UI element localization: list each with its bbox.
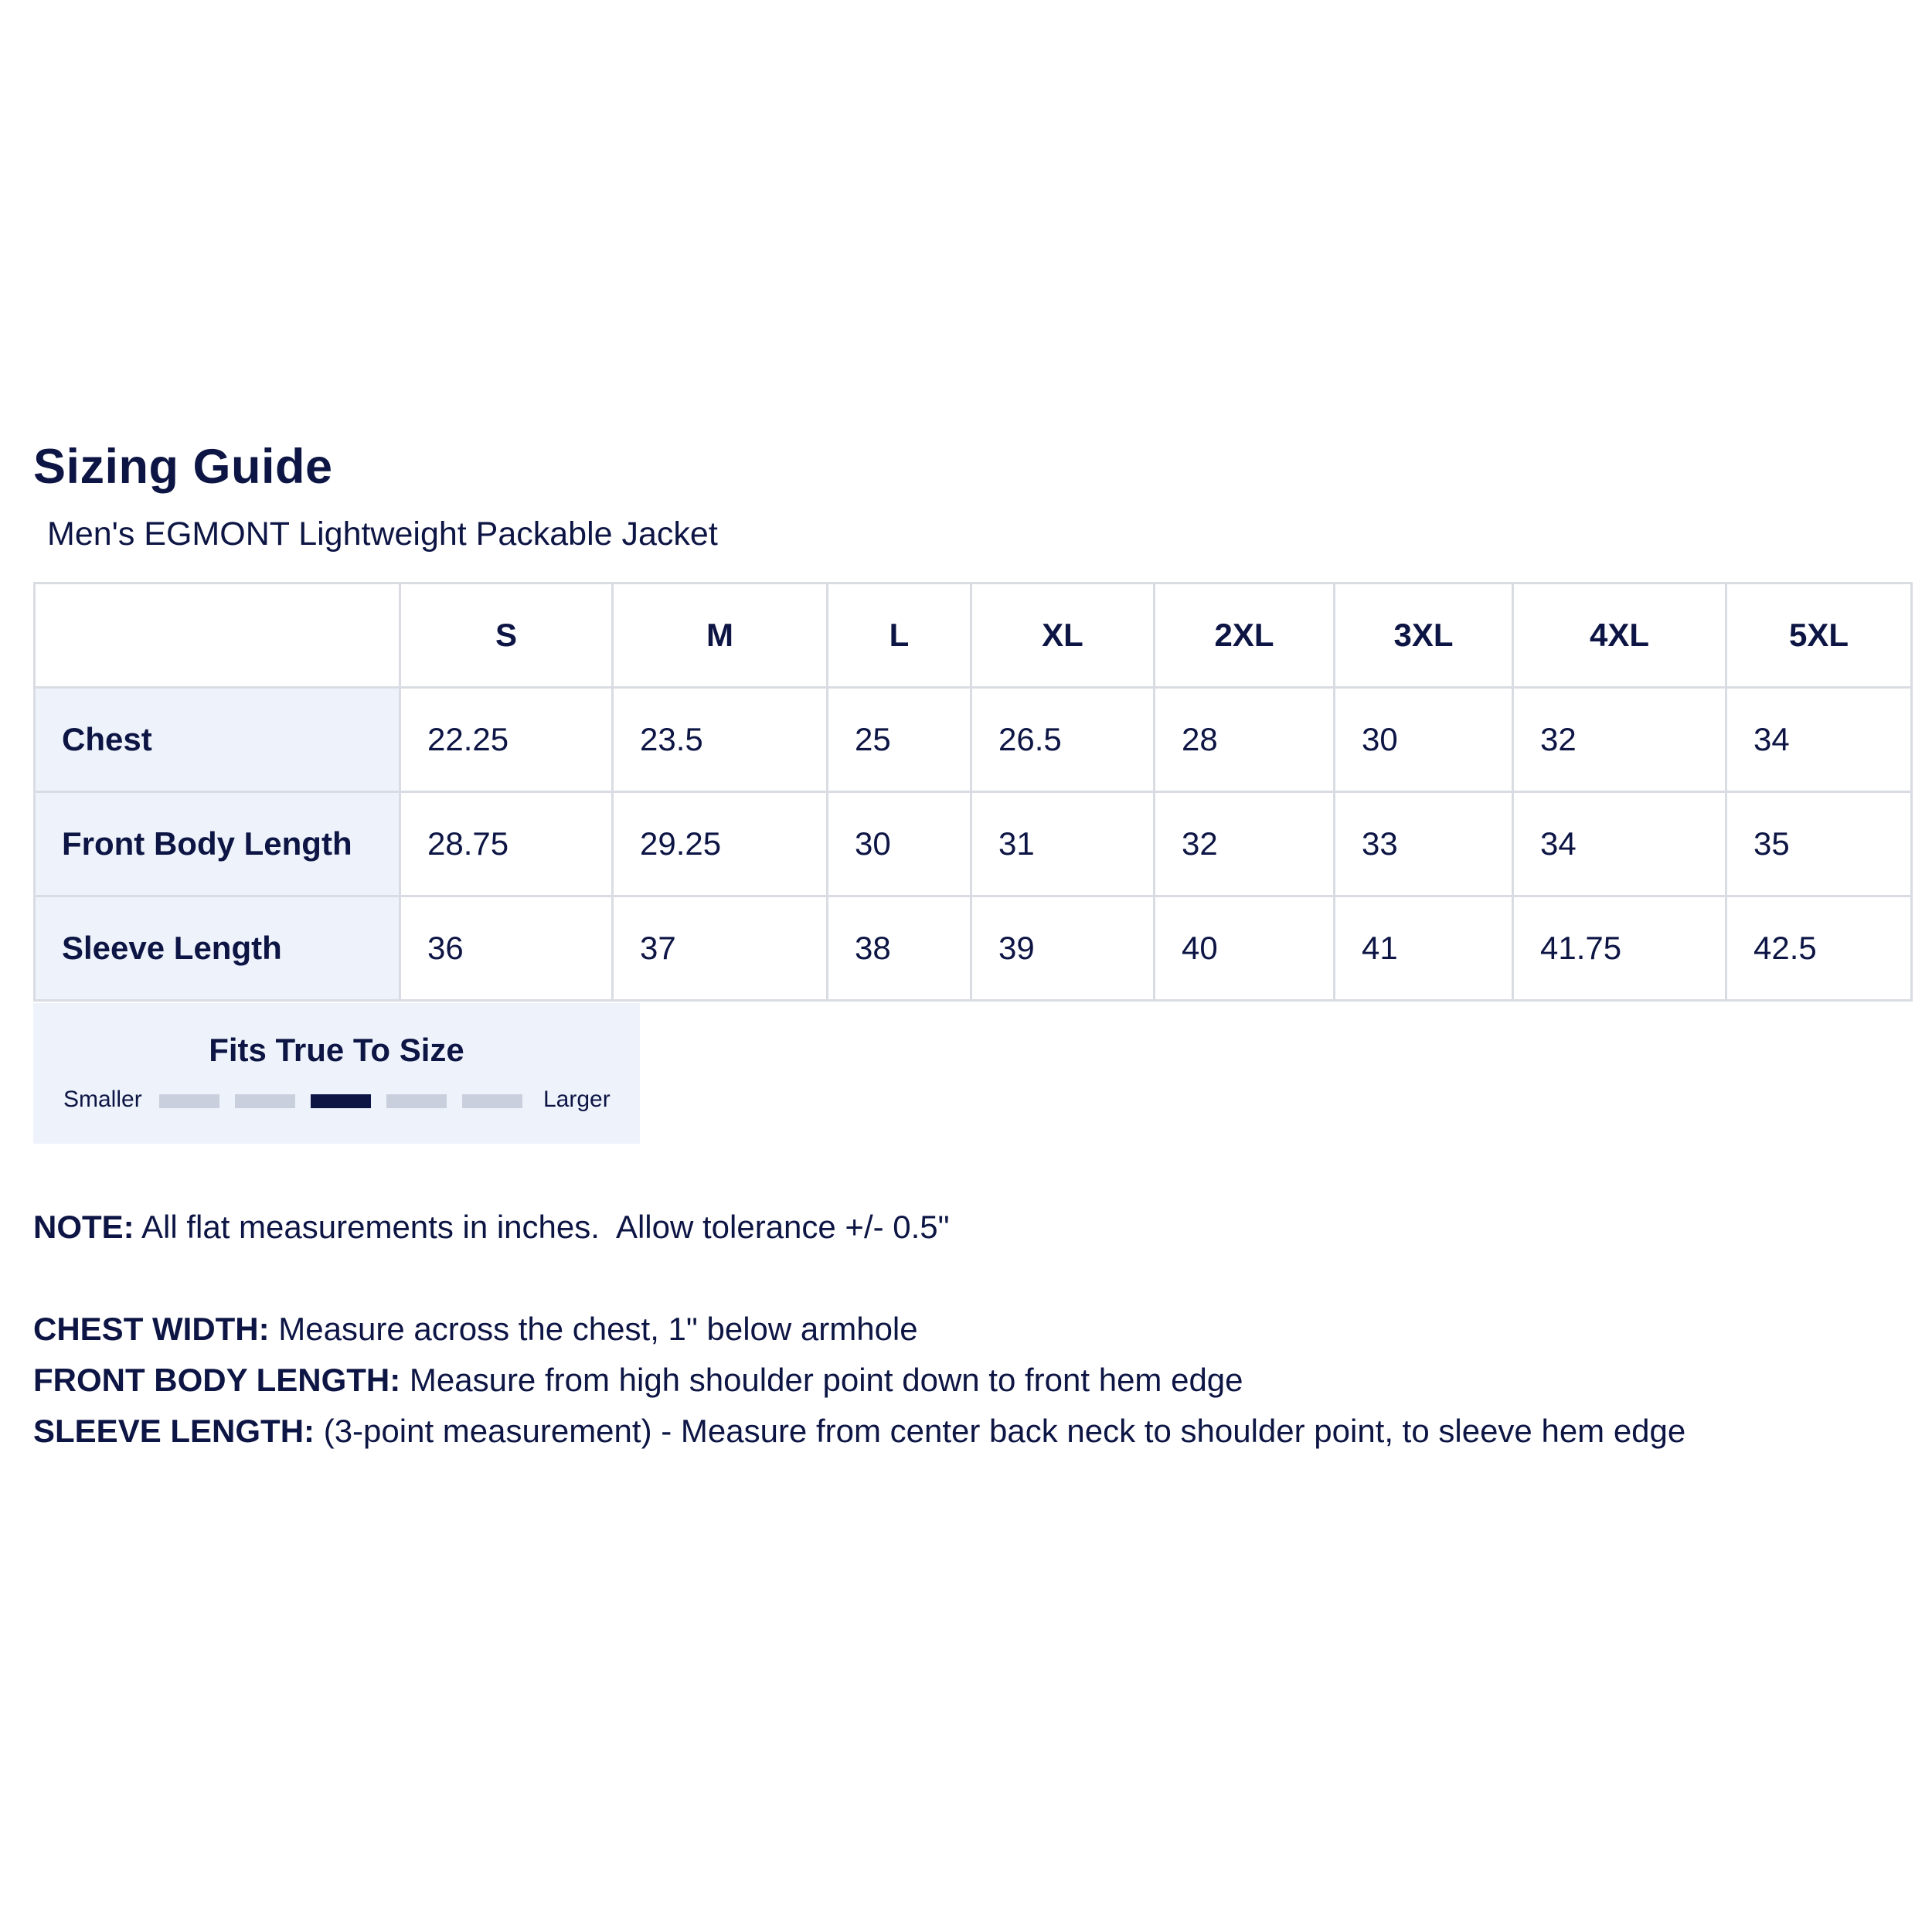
fit-segment [462, 1094, 522, 1108]
sleeve-length-line [33, 1406, 1685, 1457]
fit-title: Fits True To Size [209, 1032, 464, 1068]
size-header-m: M [613, 583, 828, 688]
table-cell: 34 [1726, 688, 1912, 792]
note-label: NOTE: [33, 1209, 134, 1245]
table-cell: 34 [1513, 792, 1726, 896]
header-corner-cell [35, 583, 400, 688]
table-cell: 42.5 [1726, 896, 1912, 1001]
table-cell: 32 [1155, 792, 1335, 896]
table-cell: 26.5 [971, 688, 1155, 792]
fit-indicator-panel [33, 1003, 640, 1144]
table-cell: 23.5 [613, 688, 828, 792]
table-cell: 36 [400, 896, 613, 1001]
table-cell: 41 [1335, 896, 1513, 1001]
size-header-s: S [400, 583, 613, 688]
note-spacer [33, 1253, 1685, 1304]
table-cell: 30 [1335, 688, 1513, 792]
fit-scale [159, 1094, 522, 1108]
front-body-length-text: Measure from high shoulder point down to front hem edge [400, 1362, 1243, 1398]
table-cell: 33 [1335, 792, 1513, 896]
table-cell: 30 [828, 792, 971, 896]
table-cell: 28.75 [400, 792, 613, 896]
table-cell: 22.25 [400, 688, 613, 792]
table-row-chest [35, 688, 1912, 792]
row-label-front-body-length: Front Body Length [35, 792, 400, 896]
chest-width-text: Measure across the chest, 1" below armhole [269, 1311, 918, 1347]
size-header-3xl: 3XL [1335, 583, 1513, 688]
size-header-l: L [828, 583, 971, 688]
table-cell: 31 [971, 792, 1155, 896]
chest-width-line [33, 1304, 1685, 1355]
table-cell: 41.75 [1513, 896, 1726, 1001]
row-label-sleeve-length: Sleeve Length [35, 896, 400, 1001]
table-cell: 40 [1155, 896, 1335, 1001]
fit-segment [159, 1094, 219, 1108]
size-chart-table [33, 582, 1913, 1002]
size-header-2xl: 2XL [1155, 583, 1335, 688]
table-cell: 38 [828, 896, 971, 1001]
size-header-5xl: 5XL [1726, 583, 1912, 688]
fit-smaller-label: Smaller [63, 1087, 142, 1112]
sleeve-length-text: (3-point measurement) - Measure from center back neck to shoulder point, to sleeve hem edge [315, 1413, 1686, 1449]
front-body-length-label: FRONT BODY LENGTH: [33, 1362, 401, 1398]
measurement-notes [33, 1202, 1685, 1457]
fit-segment [235, 1094, 295, 1108]
table-cell: 37 [613, 896, 828, 1001]
size-header-xl: XL [971, 583, 1155, 688]
note-line [33, 1202, 1685, 1253]
front-body-length-line [33, 1355, 1685, 1406]
table-cell: 28 [1155, 688, 1335, 792]
table-row-front-body-length [35, 792, 1912, 896]
page-title: Sizing Guide [33, 440, 333, 494]
table-cell: 29.25 [613, 792, 828, 896]
product-subtitle: Men's EGMONT Lightweight Packable Jacket [47, 515, 718, 553]
table-cell: 35 [1726, 792, 1912, 896]
fit-segment-selected [311, 1094, 371, 1108]
sleeve-length-label: SLEEVE LENGTH: [33, 1413, 315, 1449]
chest-width-label: CHEST WIDTH: [33, 1311, 270, 1347]
size-header-4xl: 4XL [1513, 583, 1726, 688]
table-row-sleeve-length [35, 896, 1912, 1001]
size-header-row [35, 583, 1912, 688]
table-cell: 39 [971, 896, 1155, 1001]
note-text: All flat measurements in inches. Allow tolerance +/- 0.5" [134, 1209, 950, 1245]
fit-larger-label: Larger [543, 1087, 611, 1112]
table-cell: 32 [1513, 688, 1726, 792]
fit-segment [386, 1094, 447, 1108]
table-cell: 25 [828, 688, 971, 792]
row-label-chest: Chest [35, 688, 400, 792]
